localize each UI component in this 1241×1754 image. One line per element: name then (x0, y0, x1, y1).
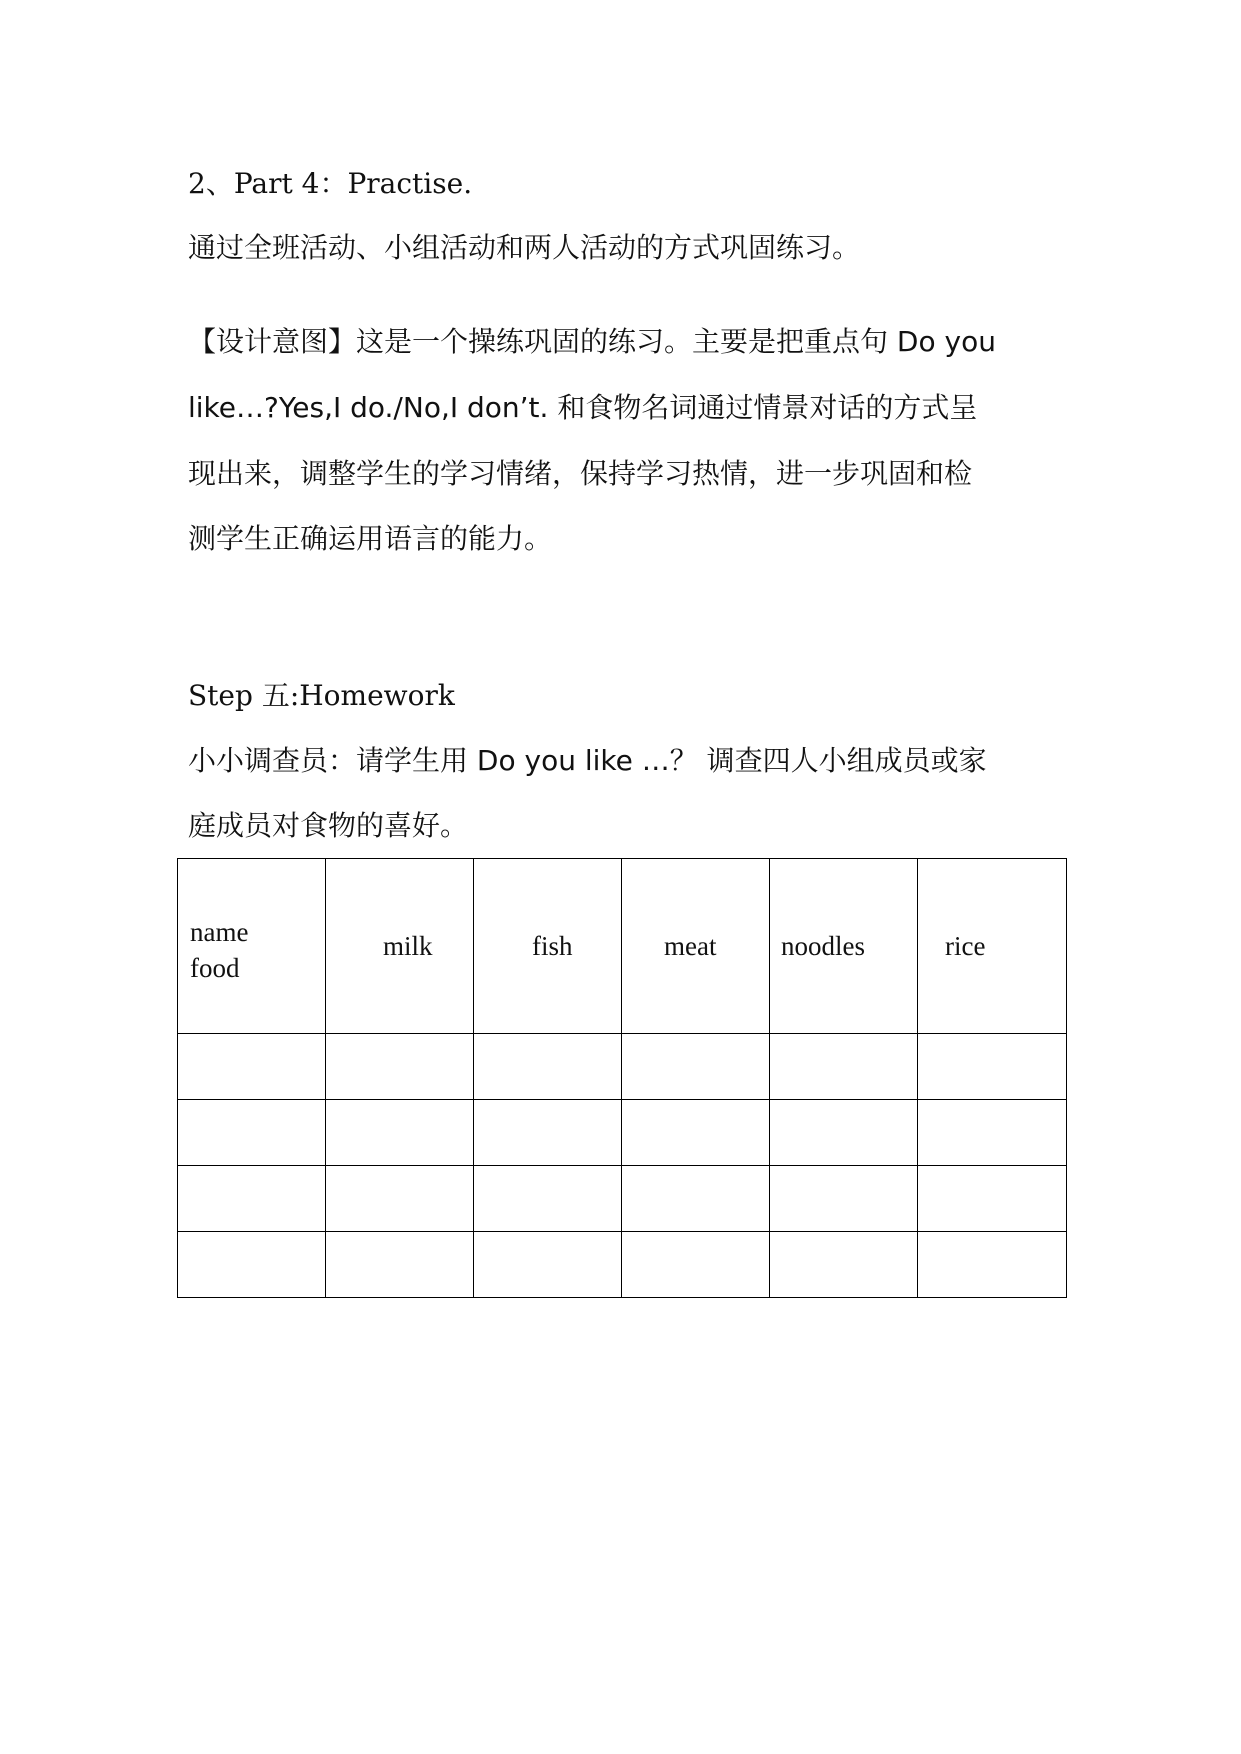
table-cell (178, 1232, 326, 1298)
table-cell (770, 1166, 918, 1232)
table-cell (622, 1100, 770, 1166)
table-cell (918, 1100, 1067, 1166)
survey-table (177, 858, 1067, 1298)
column-label: noodles (781, 930, 865, 961)
column-label: fish (532, 930, 573, 961)
table-cell (326, 1100, 474, 1166)
table-cell (474, 1166, 622, 1232)
column-label: rice (945, 930, 986, 961)
table-cell (770, 1034, 918, 1100)
table-cell (622, 1166, 770, 1232)
column-header-noodles (770, 859, 918, 1034)
column-header-meat (622, 859, 770, 1034)
column-label: meat (664, 930, 717, 961)
design-intent-line-2: like…?Yes,I do./No,I don’t. 和食物名词通过情景对话的方式呈 (188, 391, 978, 424)
table-cell (326, 1034, 474, 1100)
table-cell (178, 1166, 326, 1232)
table-row (178, 1100, 1067, 1166)
table-cell (918, 1166, 1067, 1232)
design-intent-line-1: 【设计意图】这是一个操练巩固的练习。主要是把重点句 Do you (188, 325, 996, 358)
practise-heading: 2、Part 4：Practise. (188, 167, 473, 200)
table-row (178, 1034, 1067, 1100)
homework-line-2: 庭成员对食物的喜好。 (188, 809, 469, 842)
table-cell (622, 1034, 770, 1100)
design-intent-line-3: 现出来，调整学生的学习情绪，保持学习热情，进一步巩固和检 (188, 457, 973, 490)
homework-line-1: 小小调查员：请学生用 Do you like …？ 调查四人小组成员或家 (188, 744, 987, 777)
table-cell (770, 1100, 918, 1166)
column-header-fish (474, 859, 622, 1034)
table-cell (474, 1034, 622, 1100)
table-cell (178, 1034, 326, 1100)
corner-name-label: name (190, 917, 249, 947)
table-cell (770, 1232, 918, 1298)
column-header-milk (326, 859, 474, 1034)
corner-food-label: food (190, 953, 240, 983)
column-header-rice (918, 859, 1067, 1034)
practise-description: 通过全班活动、小组活动和两人活动的方式巩固练习。 (188, 231, 861, 264)
table-header-row (178, 859, 1067, 1034)
table-cell (178, 1100, 326, 1166)
table-cell (474, 1232, 622, 1298)
table-cell (326, 1232, 474, 1298)
table-cell (918, 1232, 1067, 1298)
table-cell (622, 1232, 770, 1298)
table-row (178, 1166, 1067, 1232)
table-cell (326, 1166, 474, 1232)
column-label: milk (383, 930, 433, 961)
design-intent-line-4: 测学生正确运用语言的能力。 (188, 522, 553, 555)
table-cell (918, 1034, 1067, 1100)
homework-heading: Step 五:Homework (188, 679, 455, 712)
corner-header-cell (178, 859, 326, 1034)
table-cell (474, 1100, 622, 1166)
table-row (178, 1232, 1067, 1298)
